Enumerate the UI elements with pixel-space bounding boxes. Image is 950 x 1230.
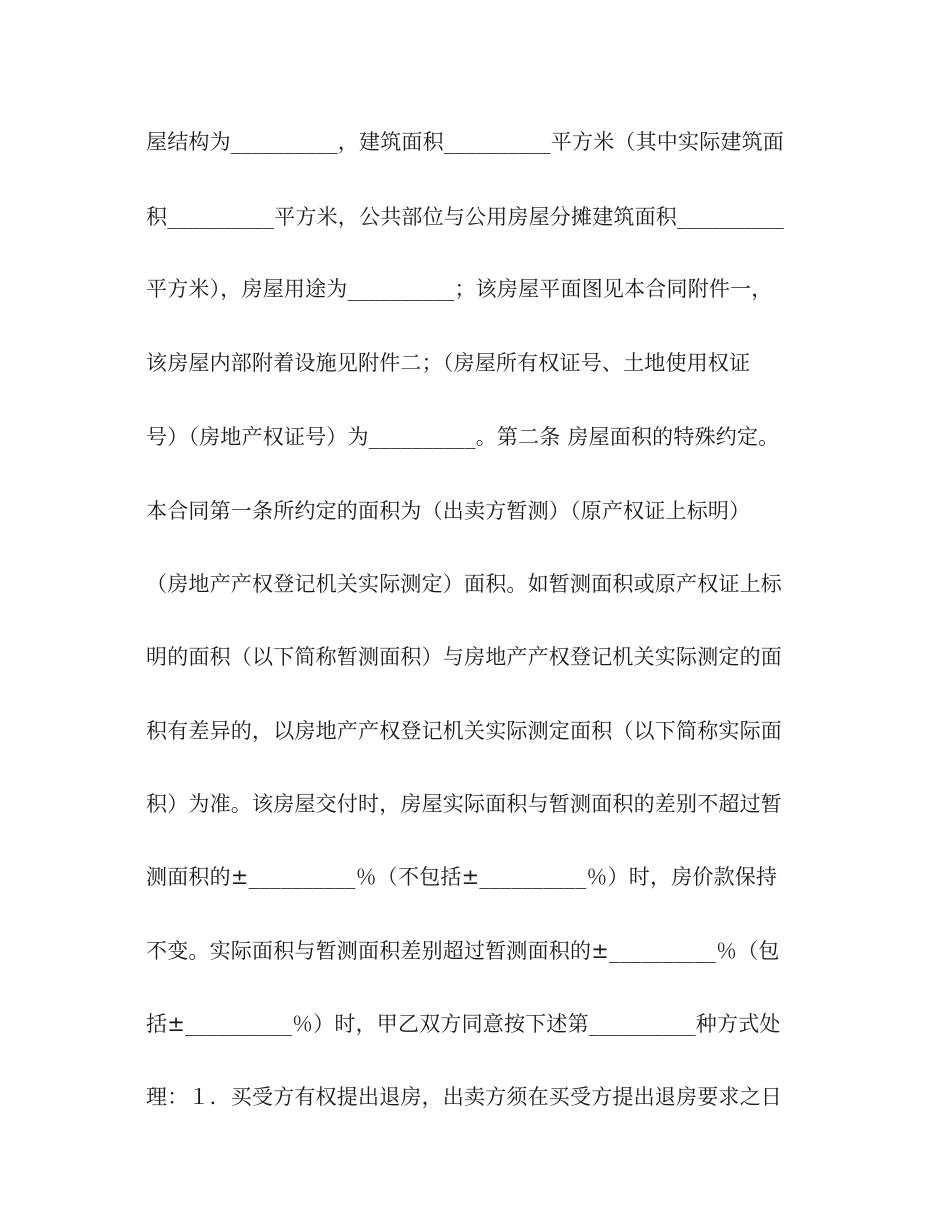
text-line: 平方米），房屋用途为__________；该房屋平面图见本合同附件一， <box>146 277 773 301</box>
text-line: 测面积的±__________％（不包括±__________％）时，房价款保持 <box>146 865 778 889</box>
text-line: 积有差异的，以房地产产权登记机关实际测定面积（以下简称实际面 <box>146 719 782 743</box>
text-line: 积__________平方米，公共部位与公用房屋分摊建筑面积__________ <box>146 205 784 229</box>
text-line: 明的面积（以下简称暂测面积）与房地产产权登记机关实际测定的面 <box>146 645 782 669</box>
text-line: 不变。实际面积与暂测面积差别超过暂测面积的±__________％（包 <box>146 939 780 963</box>
text-line: 括±__________％）时，甲乙双方同意按下述第__________种方式处 <box>146 1012 781 1036</box>
text-line: 本合同第一条所约定的面积为（出卖方暂测）（原产权证上标明） <box>146 499 751 523</box>
text-line: 理：１．买受方有权提出退房，出卖方须在买受方提出退房要求之日 <box>146 1085 782 1109</box>
text-line: 号）（房地产权证号）为__________。第二条 房屋面积的特殊约定。 <box>146 425 780 449</box>
text-line: （房地产产权登记机关实际测定）面积。如暂测面积或原产权证上标 <box>146 572 782 596</box>
text-line: 积）为准。该房屋交付时，房屋实际面积与暂测面积的差别不超过暂 <box>146 792 782 816</box>
text-line: 该房屋内部附着设施见附件二；（房屋所有权证号、土地使用权证 <box>146 351 751 375</box>
text-line: 屋结构为__________，建筑面积__________平方米（其中实际建筑面 <box>146 130 784 154</box>
